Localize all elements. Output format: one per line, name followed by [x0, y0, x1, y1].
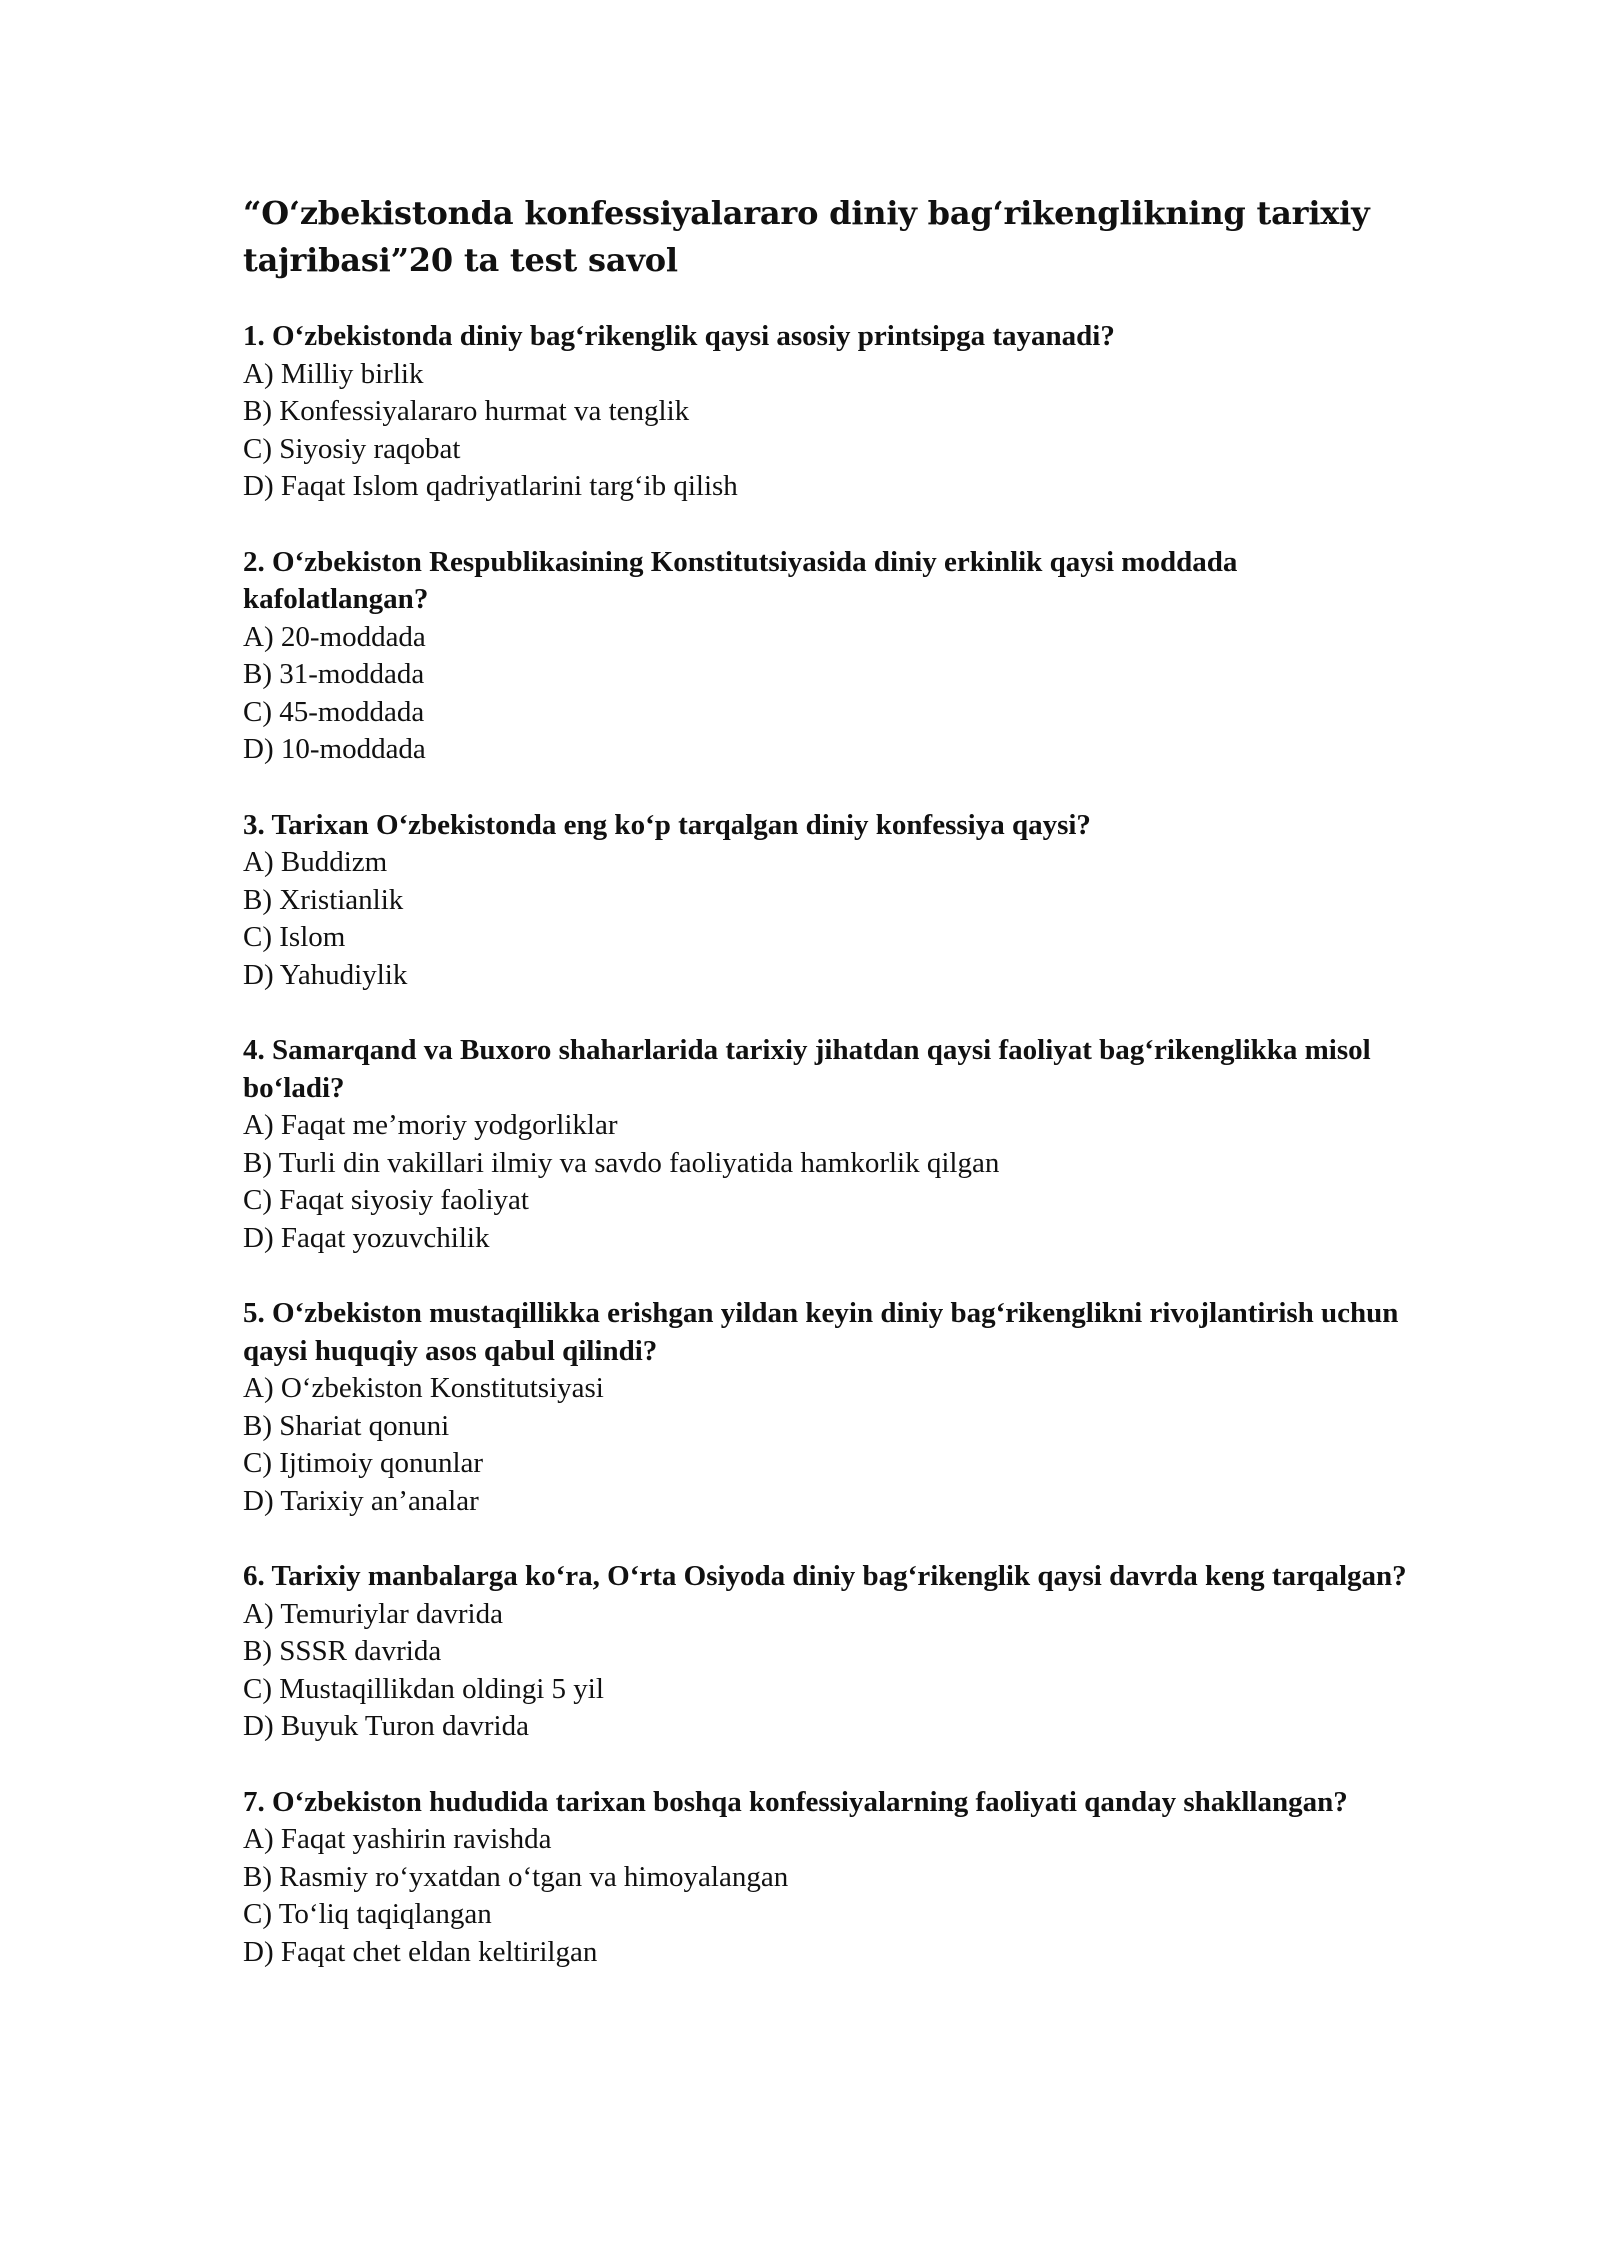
answer-option-a: A) Faqat me’moriy yodgorliklar: [243, 1109, 618, 1141]
answer-option-b: B) Turli din vakillari ilmiy va savdo faoliyatida hamkorlik qilgan: [243, 1146, 1000, 1179]
answer-option-c: C) Faqat siyosiy faoliyat: [243, 1184, 529, 1216]
question-text: 6. Tarixiy manbalarga ko‘ra, O‘rta Osiyoda diniy bag‘rikenglik qaysi davrda keng tarqalgan?: [243, 1560, 1407, 1592]
answer-options: [243, 1596, 1423, 1746]
answer-options: [243, 1370, 1423, 1520]
answer-option-c: C) Siyosiy raqobat: [243, 432, 461, 465]
question-5: [243, 1295, 1423, 1520]
document-page: [243, 190, 1423, 2009]
answer-option-b: B) SSSR davrida: [243, 1635, 442, 1667]
answer-option-a: A) O‘zbekiston Konstitutsiyasi: [243, 1372, 604, 1404]
answer-option-b: B) Xristianlik: [243, 883, 404, 916]
answer-option-d: D) Buyuk Turon davrida: [243, 1710, 529, 1742]
question-text: 7. O‘zbekiston hududida tarixan boshqa konfessiyalarning faoliyati qanday shakllangan?: [243, 1785, 1348, 1818]
question-4: [243, 1032, 1423, 1257]
question-3: [243, 807, 1423, 995]
answer-option-b: B) Shariat qonuni: [243, 1409, 450, 1442]
answer-options: [243, 619, 1423, 769]
answer-option-c: C) 45-moddada: [243, 695, 425, 728]
answer-option-d: D) Faqat yozuvchilik: [243, 1221, 490, 1254]
answer-option-c: C) Ijtimoiy qonunlar: [243, 1447, 484, 1479]
question-6: [243, 1558, 1423, 1746]
answer-option-a: A) Milliy birlik: [243, 357, 424, 390]
question-text: 3. Tarixan O‘zbekistonda eng ko‘p tarqalgan diniy konfessiya qaysi?: [243, 808, 1091, 841]
answer-option-b: B) Konfessiyalararo hurmat va tenglik: [243, 395, 690, 427]
question-text: 1. O‘zbekistonda diniy bag‘rikenglik qaysi asosiy printsipga tayanadi?: [243, 320, 1115, 352]
answer-option-d: D) Faqat chet eldan keltirilgan: [243, 1935, 598, 1968]
answer-option-b: B) 31-moddada: [243, 658, 425, 690]
answer-option-d: D) Faqat Islom qadriyatlarini targ‘ib qilish: [243, 470, 738, 502]
answer-options: [243, 1107, 1423, 1257]
document-title: “O‘zbekistonda konfessiyalararo diniy bag‘rikenglikning tarixiy tajribasi”20 ta test savol: [243, 194, 1370, 279]
answer-option-d: D) Tarixiy an’analar: [243, 1484, 479, 1517]
question-7: [243, 1784, 1423, 1972]
answer-option-c: C) To‘liq taqiqlangan: [243, 1898, 492, 1930]
answer-option-d: D) Yahudiylik: [243, 958, 408, 991]
answer-option-a: A) Faqat yashirin ravishda: [243, 1823, 552, 1855]
answer-option-a: A) Temuriylar davrida: [243, 1597, 503, 1630]
answer-option-c: C) Islom: [243, 921, 346, 953]
answer-option-b: B) Rasmiy ro‘yxatdan o‘tgan va himoyalangan: [243, 1860, 789, 1893]
question-1: [243, 318, 1423, 506]
answer-options: [243, 844, 1423, 994]
answer-options: [243, 356, 1423, 506]
answer-option-d: D) 10-moddada: [243, 733, 426, 765]
answer-options: [243, 1821, 1423, 1971]
answer-option-c: C) Mustaqillikdan oldingi 5 yil: [243, 1672, 604, 1705]
question-text: 5. O‘zbekiston mustaqillikka erishgan yildan keyin diniy bag‘rikenglikni rivojlantirish uchun qaysi huquqiy asos qabul qilindi?: [243, 1297, 1399, 1367]
question-text: 2. O‘zbekiston Respublikasining Konstitutsiyasida diniy erkinlik qaysi moddada kafolatlangan?: [243, 545, 1238, 615]
answer-option-a: A) Buddizm: [243, 846, 388, 878]
question-text: 4. Samarqand va Buxoro shaharlarida tarixiy jihatdan qaysi faoliyat bag‘rikenglikka misol bo‘ladi?: [243, 1034, 1371, 1104]
answer-option-a: A) 20-moddada: [243, 620, 426, 653]
question-2: [243, 544, 1423, 769]
